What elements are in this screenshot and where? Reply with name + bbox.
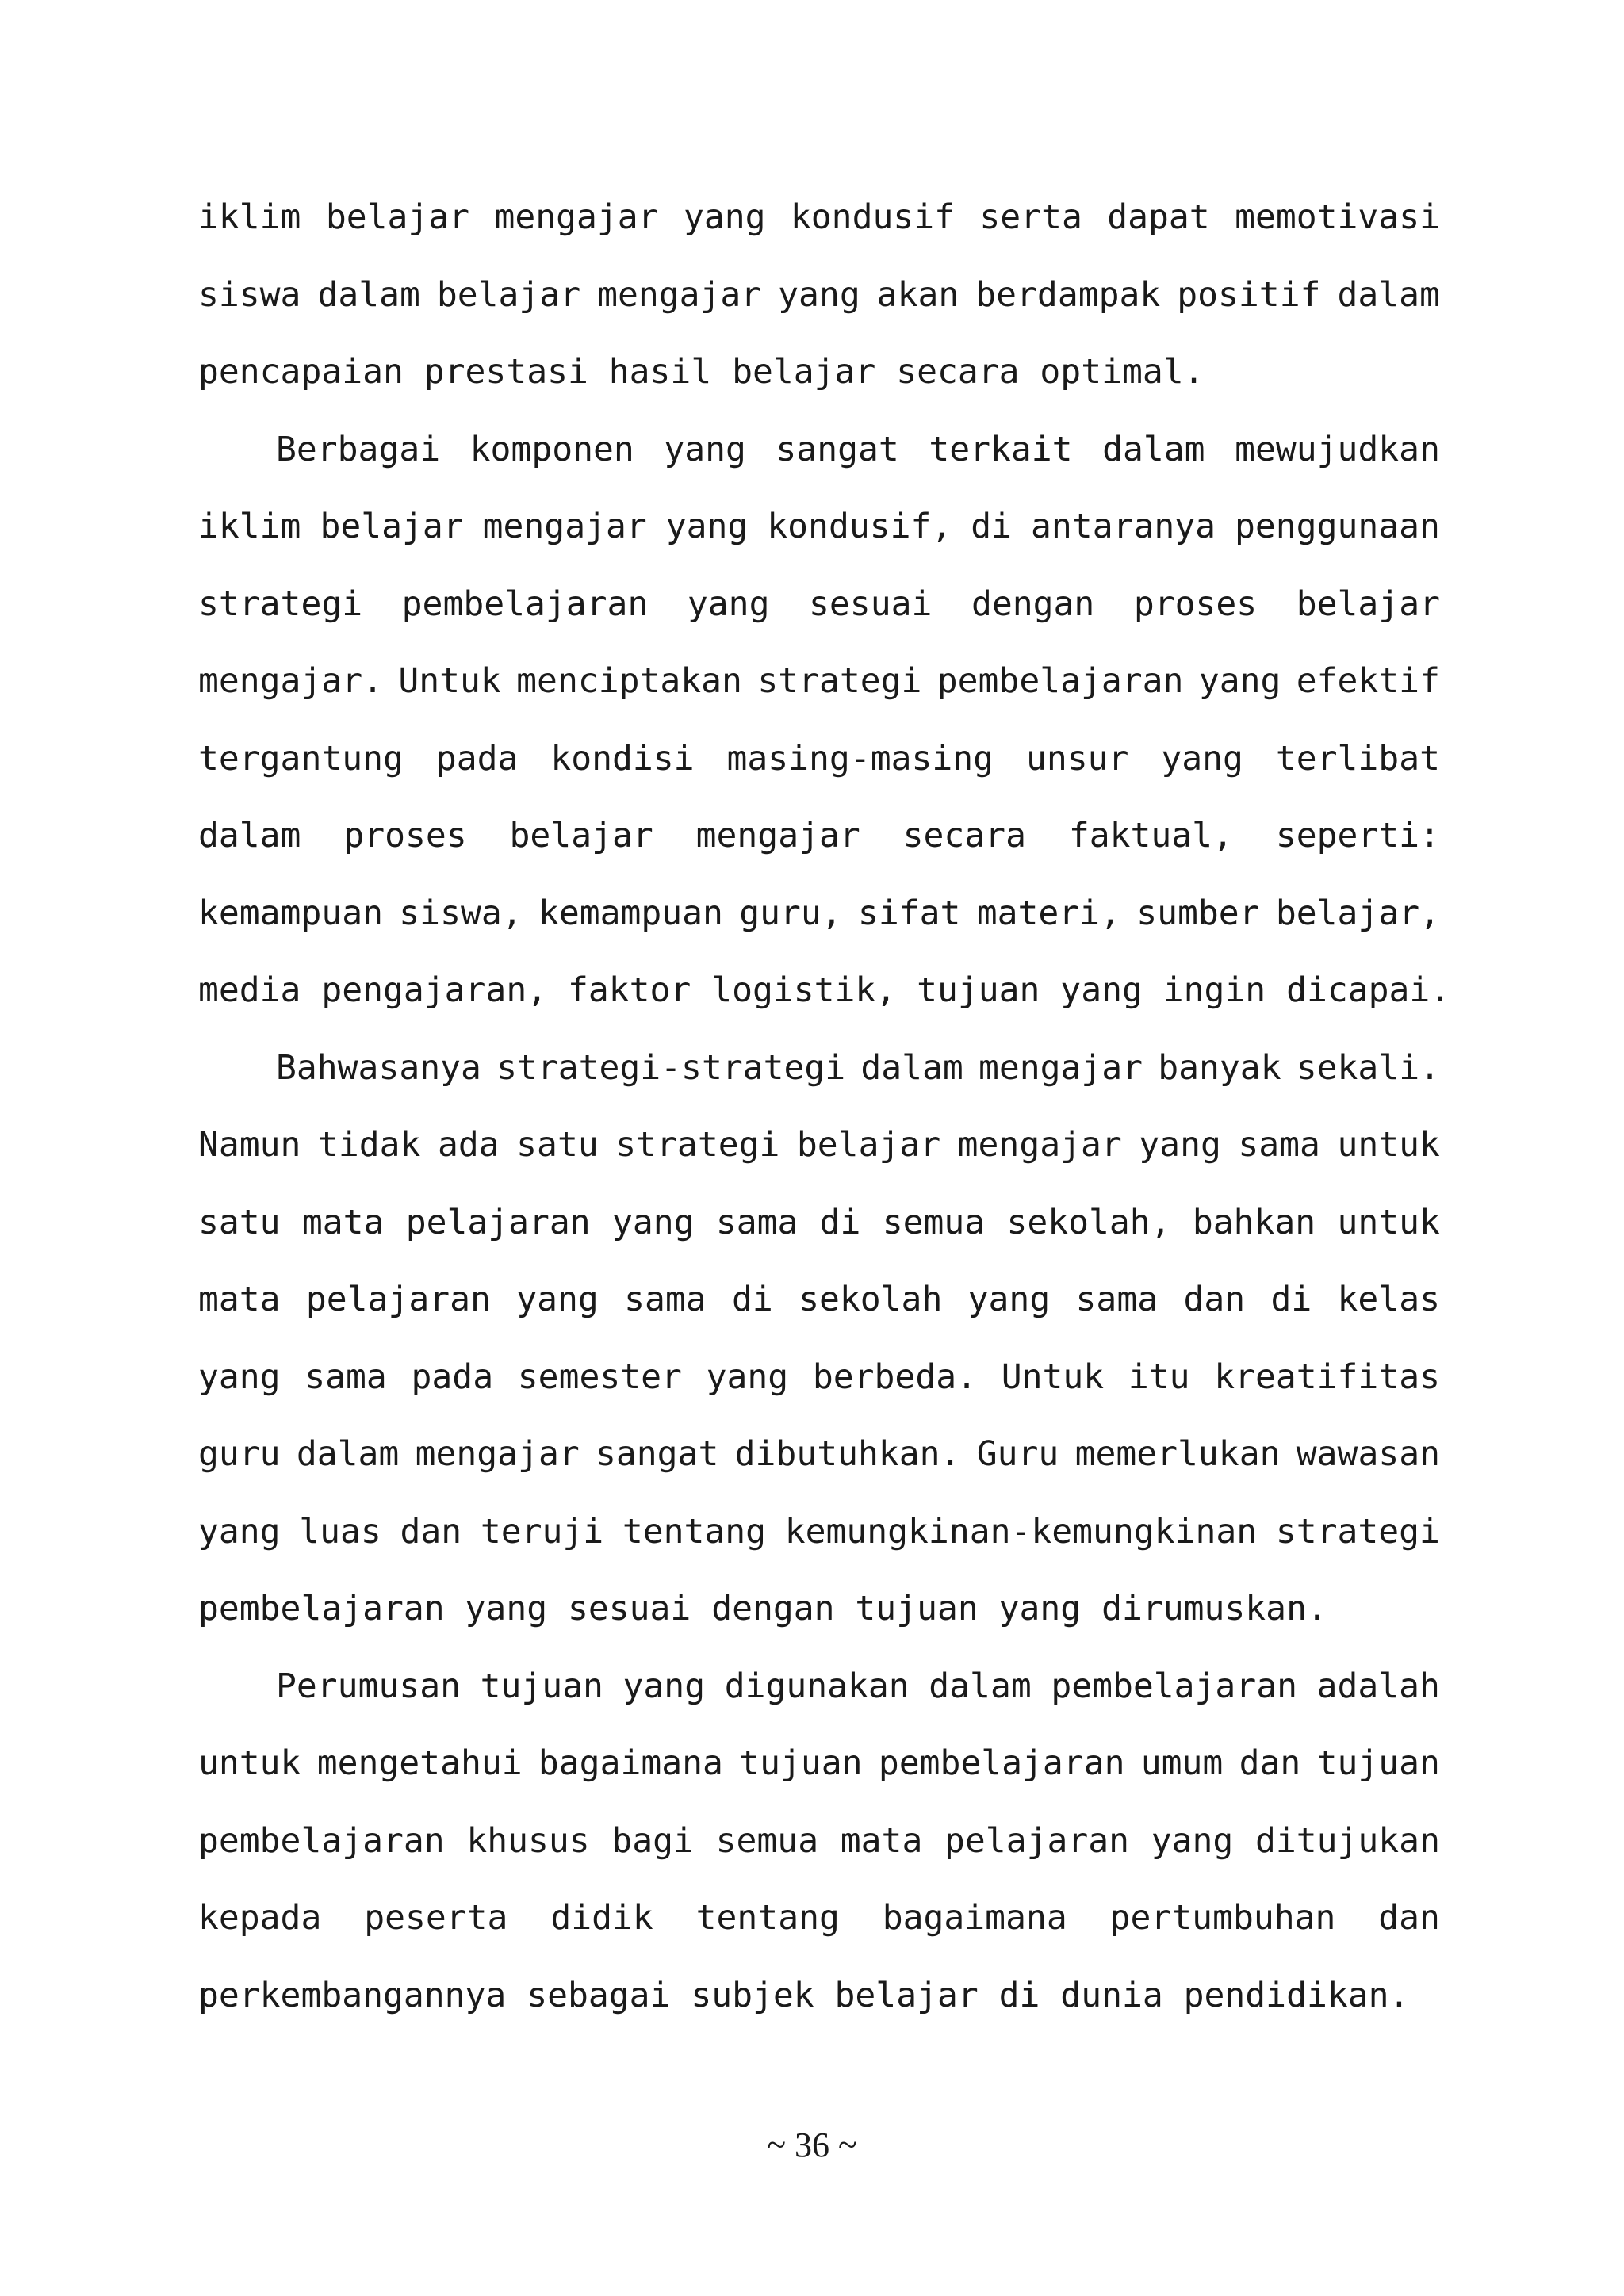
- word: sekali.: [1296, 1047, 1440, 1088]
- text-line: [198, 493, 1440, 571]
- word: satu: [516, 1125, 599, 1165]
- word: yang: [198, 1357, 281, 1397]
- word: akan: [876, 274, 959, 315]
- word: positif: [1177, 274, 1321, 315]
- word: kemampuan: [538, 893, 723, 933]
- word: mengajar: [957, 1125, 1122, 1165]
- word: dalam: [317, 274, 420, 315]
- word: tentang: [622, 1511, 767, 1552]
- word: terkait: [929, 429, 1073, 469]
- word: pada: [411, 1357, 494, 1397]
- word: ditujukan: [1254, 1820, 1440, 1861]
- word: bahkan: [1192, 1202, 1316, 1242]
- word: yang: [198, 1511, 281, 1552]
- word: teruji: [480, 1511, 604, 1552]
- word: dalam: [1337, 274, 1440, 315]
- word: pelajaran: [944, 1820, 1130, 1861]
- word: sangat: [776, 429, 899, 469]
- text-line: [198, 1035, 1440, 1112]
- word: siswa,: [399, 893, 523, 933]
- word: kondusif: [790, 197, 956, 237]
- word: memotivasi: [1235, 197, 1440, 237]
- word: yang: [683, 197, 766, 237]
- word: kondisi: [550, 738, 695, 779]
- word: mengajar: [978, 1047, 1143, 1088]
- word: strategi: [615, 1125, 780, 1165]
- word: belajar: [320, 507, 464, 546]
- word: dalam: [929, 1666, 1032, 1706]
- word: antaranya: [1031, 507, 1216, 546]
- text-line: [198, 1653, 1440, 1731]
- word: ada: [437, 1125, 500, 1165]
- word: sekolah: [799, 1280, 943, 1319]
- word: yang: [1198, 661, 1281, 701]
- word: mengajar: [482, 507, 647, 546]
- word: kondusif,: [767, 507, 952, 546]
- word: mengajar: [415, 1434, 580, 1474]
- text-line: [198, 1266, 1440, 1344]
- text-line: [198, 1189, 1440, 1267]
- word: yang: [622, 1666, 706, 1706]
- word: mata: [840, 1820, 923, 1861]
- word: Berbagai: [276, 429, 441, 469]
- word: untuk: [1337, 1202, 1440, 1242]
- word: terlibat: [1275, 738, 1440, 779]
- word: tergantung: [198, 738, 404, 779]
- word: dan: [1183, 1280, 1246, 1319]
- word: luas: [299, 1511, 381, 1552]
- word: pembelajaran: [1051, 1666, 1297, 1706]
- word: berbeda.: [812, 1357, 977, 1397]
- word: sama: [624, 1280, 707, 1319]
- text-line: [198, 1112, 1440, 1189]
- text-line: [198, 648, 1440, 725]
- body-text: [198, 184, 1451, 2039]
- word: sekolah,: [1006, 1202, 1171, 1242]
- word: guru: [198, 1434, 281, 1474]
- word: belajar: [325, 197, 470, 237]
- word: serta: [979, 197, 1082, 237]
- word: yang: [778, 274, 860, 315]
- word: belajar: [436, 274, 581, 315]
- word: digunakan: [724, 1666, 910, 1706]
- word: sifat: [857, 893, 961, 933]
- word: menciptakan: [516, 661, 742, 701]
- word: banyak: [1158, 1047, 1281, 1088]
- word: materi,: [976, 893, 1120, 933]
- word: dapat: [1107, 197, 1210, 237]
- text-line: pembelajaran yang sesuai dengan tujuan yang dirumuskan.: [198, 1589, 1327, 1628]
- word: proses: [343, 816, 467, 855]
- word: mata: [301, 1202, 385, 1242]
- word: yang: [1151, 1820, 1234, 1861]
- word: Guru: [976, 1434, 1059, 1474]
- text-line: [198, 262, 1440, 339]
- word: komponen: [469, 429, 634, 469]
- word: mengajar.: [198, 661, 383, 701]
- word: pembelajaran: [198, 1820, 445, 1861]
- text-line: [198, 1885, 1440, 1962]
- word: yang: [665, 507, 749, 546]
- text-line: [198, 1730, 1440, 1808]
- word: untuk: [1337, 1125, 1440, 1165]
- word: penggunaan: [1235, 507, 1440, 546]
- text-line: perkembangannya sebagai subjek belajar di dunia pendidikan.: [198, 1975, 1410, 2015]
- word: pembelajaran: [401, 584, 649, 624]
- word: dalam: [296, 1434, 400, 1474]
- word: strategi: [1275, 1511, 1440, 1552]
- word: memerlukan: [1074, 1434, 1281, 1474]
- text-line: [198, 1344, 1440, 1422]
- word: bagi: [611, 1820, 694, 1861]
- word: Untuk: [1001, 1357, 1105, 1397]
- word: iklim: [198, 507, 301, 546]
- word: sumber: [1136, 893, 1260, 933]
- word: kelas: [1337, 1280, 1440, 1319]
- word: semua: [882, 1202, 986, 1242]
- word: mengajar: [597, 274, 762, 315]
- text-line: [198, 416, 1440, 494]
- word: seperti:: [1275, 816, 1440, 855]
- word: sama: [304, 1357, 387, 1397]
- word: berdampak: [975, 274, 1161, 315]
- word: yang: [1139, 1125, 1221, 1165]
- word: pelajaran: [405, 1202, 591, 1242]
- word: adalah: [1316, 1666, 1440, 1706]
- word: khusus: [466, 1820, 590, 1861]
- word: mata: [198, 1280, 281, 1319]
- word: di: [1270, 1280, 1312, 1319]
- word: yang: [967, 1280, 1051, 1319]
- text-line: [198, 1808, 1440, 1885]
- word: sama: [1238, 1125, 1320, 1165]
- word: pertumbuhan: [1109, 1898, 1336, 1938]
- text-line: [198, 184, 1440, 262]
- word: pada: [435, 738, 519, 779]
- word: pembelajaran: [878, 1743, 1125, 1783]
- word: guru,: [739, 893, 842, 933]
- word: siswa: [198, 274, 301, 315]
- page-number: ~ 36 ~: [767, 2126, 857, 2164]
- word: semester: [517, 1357, 682, 1397]
- word: dalam: [198, 816, 301, 855]
- word: dengan: [971, 584, 1095, 624]
- word: kepada: [198, 1898, 322, 1938]
- word: yang: [706, 1357, 789, 1397]
- word: mewujudkan: [1235, 429, 1440, 469]
- word: dan: [1239, 1743, 1301, 1783]
- word: sangat: [596, 1434, 719, 1474]
- word: secara: [902, 816, 1026, 855]
- word: untuk: [198, 1743, 301, 1783]
- word: yang: [1161, 738, 1243, 779]
- word: di: [819, 1202, 861, 1242]
- word: Perumusan: [276, 1666, 461, 1706]
- word: dan: [400, 1511, 462, 1552]
- word: mengajar: [494, 197, 659, 237]
- text-line: pencapaian prestasi hasil belajar secara optimal.: [198, 352, 1205, 392]
- word: sama: [715, 1202, 799, 1242]
- word: strategi-strategi: [496, 1047, 846, 1088]
- word: yang: [687, 584, 770, 624]
- word: didik: [550, 1898, 653, 1938]
- word: yang: [516, 1280, 599, 1319]
- word: Namun: [198, 1125, 301, 1165]
- word: dalam: [1102, 429, 1205, 469]
- word: belajar: [796, 1125, 941, 1165]
- word: pembelajaran: [936, 661, 1184, 701]
- word: belajar: [1296, 584, 1440, 624]
- word: masing-masing: [726, 738, 994, 779]
- word: kemampuan: [198, 893, 383, 933]
- word: Bahwasanya: [276, 1047, 481, 1088]
- word: mengajar: [695, 816, 860, 855]
- word: tujuan: [739, 1743, 863, 1783]
- word: belajar,: [1275, 893, 1440, 933]
- word: tujuan: [1316, 1743, 1440, 1783]
- word: unsur: [1025, 738, 1129, 779]
- text-line: [198, 571, 1440, 649]
- word: bagaimana: [882, 1898, 1067, 1938]
- text-line: [198, 1421, 1440, 1498]
- word: dibutuhkan.: [734, 1434, 961, 1474]
- word: Untuk: [398, 661, 501, 701]
- word: di: [971, 507, 1013, 546]
- word: iklim: [198, 197, 301, 237]
- word: strategi: [757, 661, 922, 701]
- word: proses: [1133, 584, 1258, 624]
- word: itu: [1128, 1357, 1190, 1397]
- text-line: [198, 880, 1440, 958]
- word: pelajaran: [305, 1280, 491, 1319]
- text-line: [198, 802, 1440, 880]
- word: umum: [1140, 1743, 1224, 1783]
- word: bagaimana: [538, 1743, 723, 1783]
- word: yang: [664, 429, 746, 469]
- word: peserta: [364, 1898, 508, 1938]
- text-line: [198, 1498, 1440, 1576]
- word: dalam: [860, 1047, 963, 1088]
- word: tujuan: [480, 1666, 603, 1706]
- word: faktual,: [1068, 816, 1233, 855]
- word: strategi: [198, 584, 363, 624]
- word: efektif: [1296, 661, 1440, 701]
- word: kreatifitas: [1214, 1357, 1440, 1397]
- word: tidak: [317, 1125, 421, 1165]
- word: kemungkinan-kemungkinan: [784, 1511, 1258, 1552]
- word: di: [732, 1280, 773, 1319]
- text-line: [198, 725, 1440, 803]
- word: belajar: [509, 816, 653, 855]
- word: mengetahui: [316, 1743, 523, 1783]
- word: sama: [1075, 1280, 1159, 1319]
- word: semua: [715, 1820, 819, 1861]
- word: sesuai: [809, 584, 933, 624]
- word: wawasan: [1296, 1434, 1440, 1474]
- word: tentang: [695, 1898, 840, 1938]
- word: dan: [1378, 1898, 1440, 1938]
- word: yang: [611, 1202, 695, 1242]
- word: satu: [198, 1202, 281, 1242]
- text-line: media pengajaran, faktor logistik, tujuan yang ingin dicapai.: [198, 970, 1451, 1010]
